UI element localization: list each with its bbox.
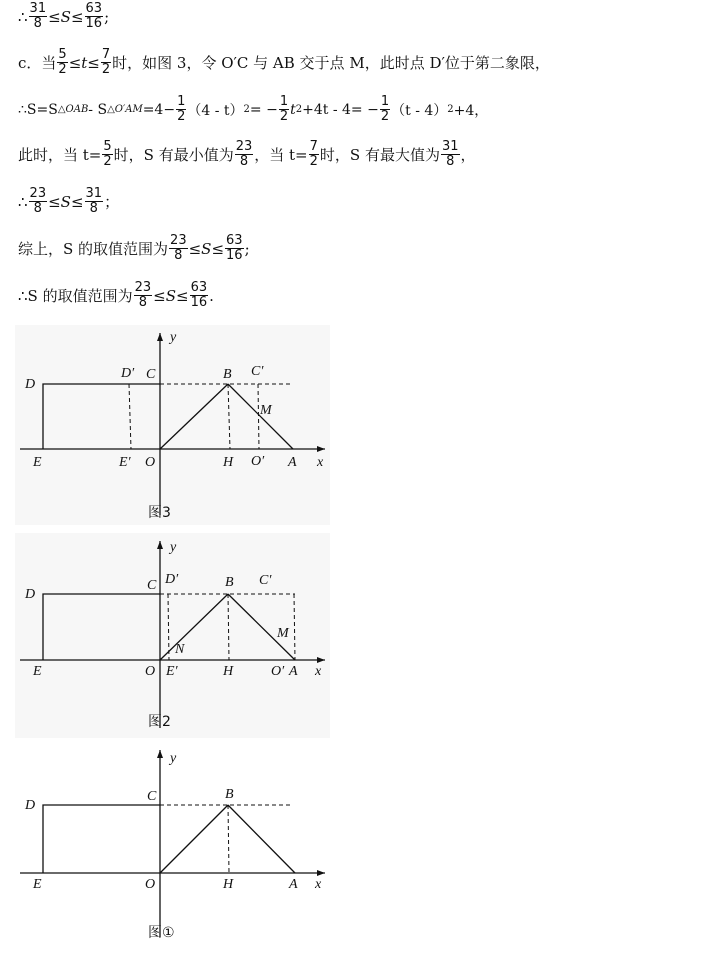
y-axis-arrow: [157, 333, 163, 341]
label-C: C: [147, 789, 157, 804]
dashed-line-BH: [228, 594, 229, 660]
label-D-prime: D′: [165, 572, 179, 587]
numerator: 5: [58, 47, 67, 62]
text: - S: [88, 101, 108, 118]
denominator: 2: [103, 154, 112, 169]
superscript: 2: [447, 104, 454, 115]
label-x: x: [315, 877, 322, 892]
numerator: 23: [134, 280, 152, 295]
subscript: △O′AM: [107, 104, 143, 115]
text: 时，S 有最小值为: [113, 146, 234, 164]
inequality: ≤S≤: [188, 239, 225, 258]
dashed-line-DE: [129, 384, 131, 449]
label-C-prime: C′: [259, 573, 272, 588]
denominator: 2: [309, 154, 318, 169]
solution-line-3: [18, 95, 488, 124]
inequality: ≤S≤: [48, 192, 84, 211]
fraction: [225, 234, 244, 263]
figure-2-diagram: [15, 533, 330, 738]
label-B: B: [223, 367, 232, 382]
dashed-line-CO: [294, 594, 295, 660]
numerator: 1: [177, 94, 186, 109]
fraction: [380, 95, 390, 124]
label-O: O: [145, 877, 156, 892]
dashed-line-BH: [228, 384, 230, 449]
superscript: 2: [243, 104, 250, 115]
label-E-prime: E′: [166, 664, 178, 679]
dashed-line-CO: [258, 384, 259, 449]
label-D: D: [25, 377, 36, 392]
numerator: 1: [380, 94, 390, 109]
text: 此时，当 t=: [18, 146, 102, 164]
segment-BA: [228, 805, 295, 873]
denominator: 16: [190, 295, 208, 310]
text: 综上，S 的取值范围为: [18, 240, 169, 258]
numerator: 31: [85, 186, 103, 201]
segment-OB: [160, 805, 228, 873]
label-M: M: [260, 403, 272, 418]
fraction: [134, 281, 153, 310]
numerator: 23: [170, 233, 187, 248]
segment-OB: [160, 594, 228, 660]
fraction: [309, 140, 319, 169]
label-H: H: [223, 664, 234, 679]
fraction: [176, 95, 186, 124]
numerator: 5: [103, 139, 112, 154]
label-O: O: [145, 664, 156, 679]
fraction: [29, 187, 48, 216]
denominator: 8: [33, 201, 42, 216]
punctuation: .: [209, 286, 214, 305]
label-D: D: [25, 587, 36, 602]
text: t: [290, 101, 296, 118]
denominator: 8: [33, 16, 42, 31]
text: （t - 4）: [391, 102, 448, 119]
text: 时，S 有最大值为: [319, 146, 440, 164]
dashed-line-BH: [228, 805, 229, 873]
rectangle-edge: [43, 805, 160, 873]
numerator: 23: [29, 186, 47, 201]
solution-line-2: [18, 48, 550, 77]
numerator: 1: [279, 94, 289, 109]
punctuation: ；: [104, 193, 120, 211]
label-C: C: [147, 578, 157, 593]
rectangle-edge: [43, 384, 160, 449]
label-y: y: [170, 330, 177, 345]
superscript: 2: [295, 104, 303, 115]
label-B: B: [225, 787, 234, 802]
segment-OB: [160, 384, 228, 449]
figure-3-diagram: [15, 325, 330, 525]
label-O-prime: O′: [251, 454, 265, 469]
label-A: A: [288, 455, 297, 470]
therefore-symbol: ∴: [18, 192, 28, 211]
text: +4t - 4= −: [302, 101, 379, 118]
fraction: [101, 48, 111, 77]
denominator: 2: [58, 62, 67, 77]
punctuation: ;: [244, 239, 250, 258]
label-M: M: [277, 626, 289, 641]
punctuation: ;: [104, 7, 110, 26]
fraction: [279, 95, 289, 124]
denominator: 16: [85, 16, 103, 31]
label-O: O: [145, 455, 156, 470]
label-C-prime: C′: [251, 364, 264, 379]
label-H: H: [223, 877, 234, 892]
text: =4−: [142, 101, 176, 118]
label-A: A: [289, 664, 298, 679]
denominator: 8: [239, 154, 249, 169]
denominator: 2: [177, 109, 186, 124]
text: +4，: [453, 102, 489, 119]
figure-3-caption: 图3: [148, 505, 171, 521]
solution-line-4: [18, 140, 476, 169]
inequality: ≤S≤: [153, 286, 189, 305]
text: ∴S=S: [18, 101, 58, 118]
numerator: 23: [235, 139, 253, 154]
numerator: 63: [190, 280, 208, 295]
x-axis-arrow: [317, 446, 325, 452]
y-axis-arrow: [157, 541, 163, 549]
solution-line-6: [18, 234, 250, 263]
solution-line-7: [18, 281, 214, 310]
fraction: [57, 48, 67, 77]
inequality: ≤t≤: [68, 53, 100, 72]
label-D: D: [25, 798, 36, 813]
label-A: A: [289, 877, 298, 892]
label-x: x: [317, 455, 324, 470]
label-E: E: [33, 455, 42, 470]
fraction: [169, 234, 188, 263]
label-C: C: [146, 367, 156, 382]
figure-1-diagram: [15, 742, 330, 942]
numerator: 63: [85, 1, 103, 16]
x-axis-arrow: [317, 657, 325, 663]
figure-1-caption: 图①: [148, 925, 175, 941]
denominator: 16: [226, 248, 243, 263]
fraction: [235, 140, 254, 169]
fraction: [85, 187, 104, 216]
subscript: △OAB: [57, 104, 89, 115]
label-y: y: [170, 751, 177, 766]
solution-line-5: [18, 187, 119, 216]
inequality: ≤S≤: [48, 7, 84, 26]
text: ，: [460, 146, 476, 164]
label-B: B: [225, 575, 234, 590]
text: = −: [249, 101, 278, 118]
label-E: E: [33, 664, 42, 679]
figure-1: [15, 742, 330, 942]
dashed-line-DE: [168, 594, 169, 660]
numerator: 63: [226, 233, 243, 248]
label-N: N: [175, 642, 185, 657]
fraction: [441, 140, 460, 169]
rectangle-edge: [43, 594, 160, 660]
x-axis-arrow: [317, 870, 325, 876]
label-D-prime: D′: [121, 366, 135, 381]
y-axis-arrow: [157, 750, 163, 758]
denominator: 8: [446, 154, 455, 169]
fraction: [29, 2, 48, 31]
text: 时，如图 3，令 O′C 与 AB 交于点 M，此时点 D′位于第二象限，: [112, 54, 550, 72]
label-y: y: [170, 540, 177, 555]
figure-2-caption: 图2: [148, 714, 171, 730]
denominator: 8: [138, 295, 147, 310]
text: ∴S 的取值范围为: [18, 287, 133, 305]
numerator: 7: [101, 47, 111, 62]
denominator: 8: [89, 201, 98, 216]
solution-line-1: [18, 2, 109, 31]
numerator: 31: [29, 1, 47, 16]
label-E: E: [33, 877, 42, 892]
fraction: [102, 140, 112, 169]
denominator: 8: [174, 248, 183, 263]
numerator: 31: [441, 139, 459, 154]
figure-3: [15, 325, 330, 525]
label-x: x: [315, 664, 322, 679]
figure-2: [15, 533, 330, 738]
denominator: 2: [279, 109, 289, 124]
denominator: 2: [101, 62, 111, 77]
text: （4 - t）: [187, 102, 244, 119]
fraction: [85, 2, 104, 31]
fraction: [190, 281, 209, 310]
denominator: 2: [380, 109, 390, 124]
label-O-prime: O′: [271, 664, 285, 679]
numerator: 7: [309, 139, 318, 154]
text: c．当: [18, 54, 57, 72]
label-H: H: [223, 455, 234, 470]
label-E-prime: E′: [119, 455, 131, 470]
therefore-symbol: ∴: [18, 7, 28, 26]
text: ，当 t=: [254, 146, 308, 164]
